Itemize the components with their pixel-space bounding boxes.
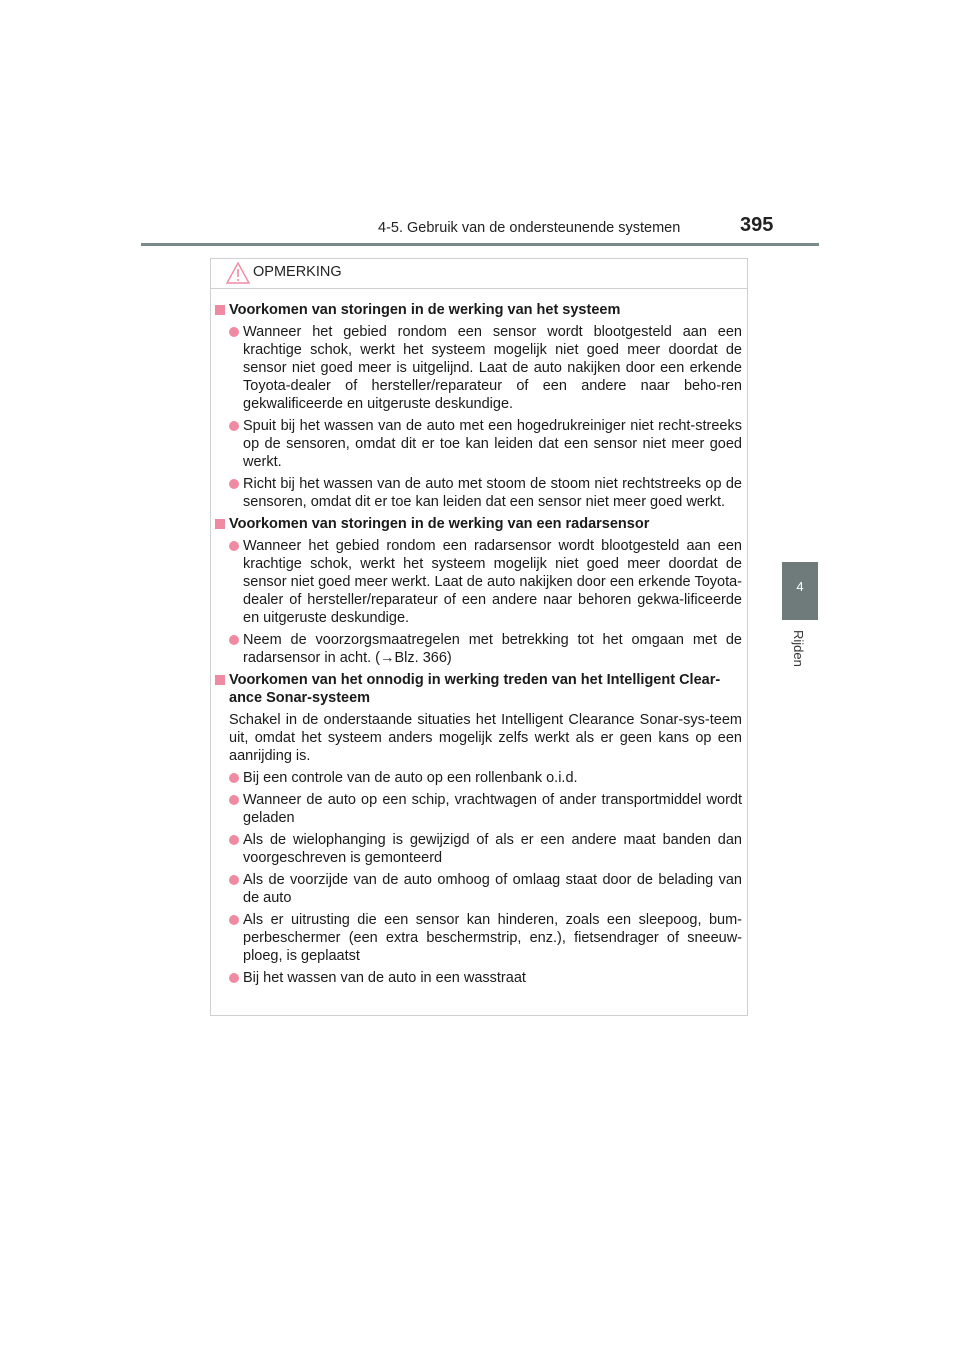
warning-triangle-icon [226,262,250,284]
header-divider [141,243,819,246]
list-item: Wanneer het gebied rondom een sensor wordt blootgesteld aan een krachtige schok, werkt het systeem mogelijk niet goed meer doordat de sensor niet goed meer is uitgelijnd. Laat de auto nakijken door een erkende Toyota-dealer of hersteller/reparateur of een andere naar beho-ren gekwalificeerde en uitgeruste deskundige. [215,323,742,413]
bullet-icon [229,421,239,431]
notice-title: OPMERKING [253,264,342,280]
bullet-icon [229,635,239,645]
square-bullet-icon [215,305,225,315]
bullet-icon [229,479,239,489]
list-item: Als de wielophanging is gewijzigd of als er een andere maat banden dan voorgeschreven is gemonteerd [215,831,742,867]
section-intro: Schakel in de onderstaande situaties het Intelligent Clearance Sonar-sys-teem uit, omdat het systeem anders mogelijk zelfs werkt als er geen kans op een aanrijding is. [229,712,742,764]
bullet-icon [229,795,239,805]
square-bullet-icon [215,519,225,529]
bullet-icon [229,915,239,925]
page-number: 395 [740,214,774,236]
chapter-tab: 4 [782,562,818,620]
running-header: 4-5. Gebruik van de ondersteunende systemen [378,220,681,236]
bullet-icon [229,541,239,551]
list-item: Wanneer de auto op een schip, vrachtwagen of ander transportmiddel wordt geladen [215,791,742,827]
list-item: Bij het wassen van de auto in een wasstraat [215,969,742,987]
section-heading: Voorkomen van het onnodig in werking treden van het Intelligent Clear-ance Sonar-systeem [215,671,742,707]
section-heading: Voorkomen van storingen in de werking van een radarsensor [215,515,742,533]
list-item: Neem de voorzorgsmaatregelen met betrekking tot het omgaan met de radarsensor in acht. (→Blz. 366) [215,631,742,667]
section-heading: Voorkomen van storingen in de werking van het systeem [215,301,742,319]
list-item: Richt bij het wassen van de auto met stoom de stoom niet rechtstreeks op de sensoren, omdat dit er toe kan leiden dat een sensor niet meer goed werkt. [215,475,742,511]
bullet-icon [229,875,239,885]
list-item: Spuit bij het wassen van de auto met een hogedrukreiniger niet recht-streeks op de sensoren, omdat dit er toe kan leiden dat een sensor niet meer goed werkt. [215,417,742,471]
list-item: Bij een controle van de auto op een rollenbank o.i.d. [215,769,742,787]
bullet-icon [229,773,239,783]
square-bullet-icon [215,675,225,685]
bullet-icon [229,327,239,337]
bullet-icon [229,973,239,983]
chapter-label: Rijden [791,630,806,667]
list-item: Als er uitrusting die een sensor kan hinderen, zoals een sleepoog, bum-perbeschermer (een extra beschermstrip, enz.), fietsendrager of sneeuw-ploeg, is geplaatst [215,911,742,965]
notice-body [211,289,747,987]
list-item: Als de voorzijde van de auto omhoog of omlaag staat door de belading van de auto [215,871,742,907]
list-item: Wanneer het gebied rondom een radarsensor wordt blootgesteld aan een krachtige schok, werkt het systeem mogelijk niet goed meer doordat de sensor niet goed meer werkt. Laat de auto nakijken door een erkende Toyota-dealer of hersteller/reparateur of een andere naar behoren gekwa-lificeerde en uitgeruste deskundige. [215,537,742,627]
notice-header [211,259,747,289]
notice-box [210,258,748,1016]
bullet-icon [229,835,239,845]
